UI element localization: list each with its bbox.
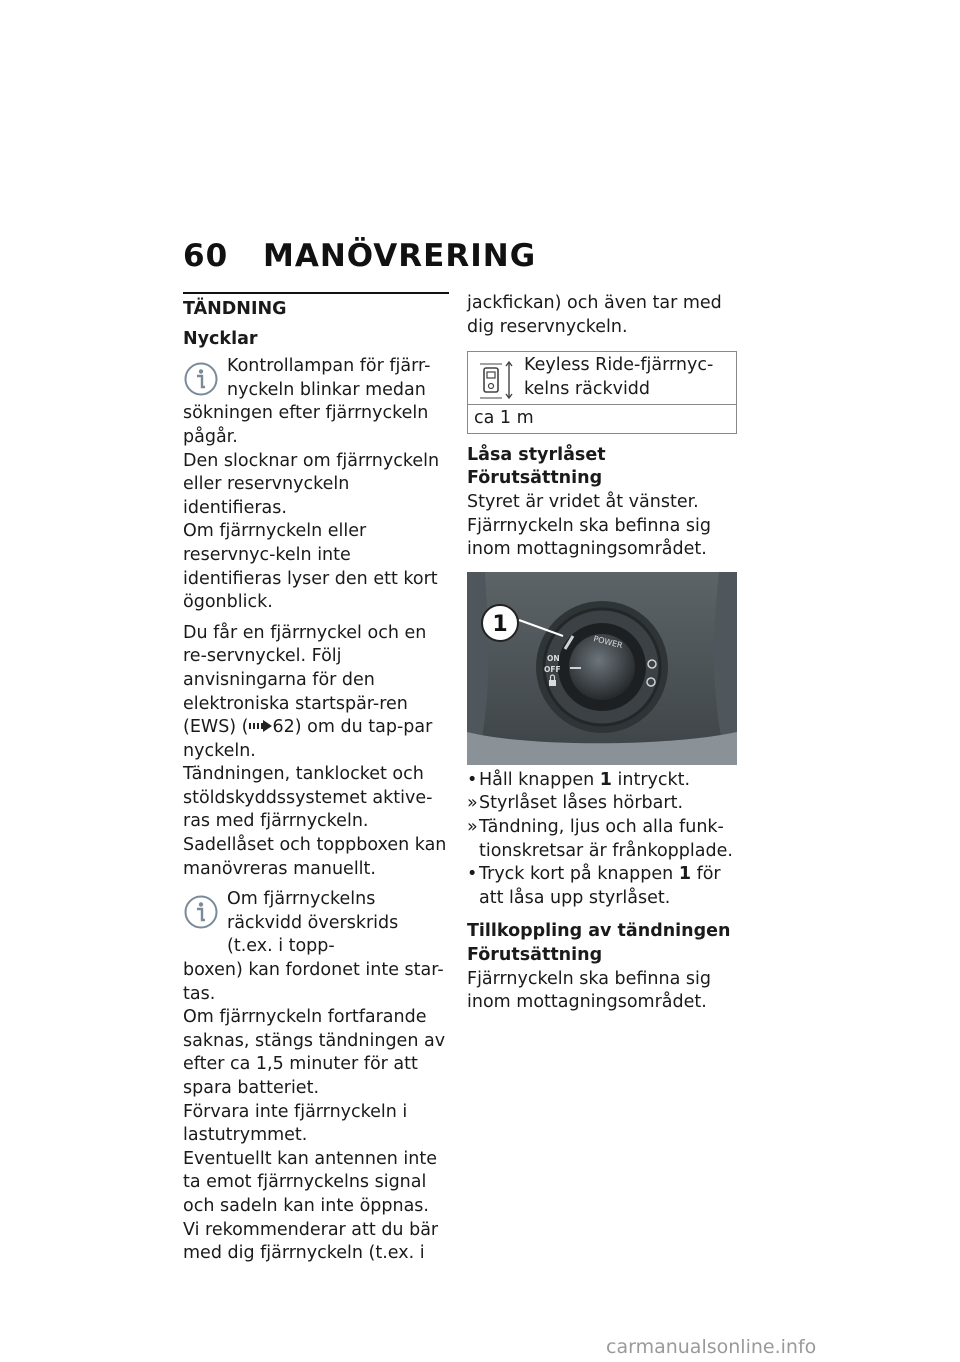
- section-title: TÄNDNING: [183, 299, 287, 319]
- off-label: OFF: [544, 664, 561, 674]
- spec-value: ca 1 m: [468, 405, 737, 434]
- on-label: ON: [547, 653, 560, 663]
- info-note: [183, 888, 449, 1006]
- paragraph: Vi rekommenderar att du bär med dig fjärrnyckeln (t.ex. i: [183, 1219, 439, 1264]
- lock-icon: [549, 680, 556, 686]
- paragraph: jackfickan) och även tar med dig reservnyckeln.: [467, 293, 722, 337]
- info-icon: [183, 361, 219, 397]
- key-range-icon: [478, 358, 518, 402]
- watermark: carmanualsonline.info: [606, 1336, 817, 1358]
- ignition-switch-photo: [467, 572, 737, 765]
- paragraph: Förvara inte fjärrnyckeln i lastutrymmet.: [183, 1101, 408, 1146]
- paragraph: Du får en fjärrnyckel och en re-servnyckel. Följ anvisningarna för den elektroniska startspär-ren (EWS) ( 62) om du tap-par nyckeln.: [183, 622, 433, 761]
- spec-table-label-cell: [468, 352, 737, 405]
- prerequisite-text: Fjärrnyckeln ska befinna sig inom mottagningsområdet.: [467, 968, 711, 1013]
- list-item: • Håll knappen 1 intryckt.: [467, 769, 691, 790]
- page-header: [183, 238, 536, 274]
- prerequisite-title: Förutsättning: [467, 468, 603, 489]
- paragraph: Den slocknar om fjärrnyckeln eller reservnyckeln identifieras.: [183, 450, 440, 518]
- subhead-lock: Låsa styrlåset: [467, 444, 606, 465]
- page-ref-arrow-icon: [249, 719, 273, 733]
- page-ref[interactable]: 62: [272, 717, 295, 738]
- paragraph: Om fjärrnyckeln eller reservnyc-keln inte identifieras lyser den ett kort ögonblick.: [183, 521, 438, 613]
- list-item: » Styrlåset låses hörbart.: [467, 793, 684, 814]
- paragraph: Om fjärrnyckeln fortfarande saknas, stängs tändningen av efter ca 1,5 minuter för att spara batteriet.: [183, 1007, 446, 1098]
- spec-table: [467, 351, 737, 434]
- right-column: [467, 292, 733, 1015]
- steps-list: [467, 769, 733, 911]
- note-text-cont: sökningen efter fjärrnyckeln pågår.: [183, 403, 429, 447]
- subhead-ignition: Tillkoppling av tändningen: [467, 921, 731, 942]
- chapter-title: MANÖVRERING: [263, 238, 537, 274]
- note-text-cont: boxen) kan fordonet inte star-tas.: [183, 960, 444, 1004]
- note-text: Om fjärrnyckelns räckvidd överskrids (t.ex. i topp-: [227, 889, 399, 957]
- info-icon: [183, 894, 219, 930]
- spec-label: Keyless Ride-fjärrnyc-kelns räckvidd: [524, 355, 714, 399]
- note-text: Kontrollampan för fjärr-nyckeln blinkar medan: [227, 356, 431, 400]
- prerequisite-title: Förutsättning: [467, 944, 603, 965]
- callout-label: 1: [492, 611, 508, 637]
- list-item: » Tändning, ljus och alla funk-tionskretsar är frånkopplade.: [467, 816, 733, 861]
- paragraph: Eventuellt kan antennen inte ta emot fjärrnyckelns signal och sadeln kan inte öppnas.: [183, 1148, 437, 1216]
- ring-label: POWER: [592, 633, 624, 650]
- ignition-switch-illustration: [467, 572, 737, 765]
- list-item: • Tryck kort på knappen 1 för att låsa upp styrlåset.: [467, 864, 721, 908]
- left-column: [183, 292, 449, 1266]
- subhead-keys: Nycklar: [183, 328, 258, 349]
- page-number: 60: [183, 238, 229, 274]
- info-note: [183, 355, 449, 449]
- prerequisite-text: Styret är vridet åt vänster. Fjärrnyckeln ska befinna sig inom mottagningsområdet.: [467, 491, 711, 560]
- section-rule: [183, 292, 449, 294]
- paragraph: Tändningen, tanklocket och stöldskyddssystemet aktive-ras med fjärrnyckeln. Sadellåset och toppboxen kan manövreras manuellt.: [183, 764, 447, 879]
